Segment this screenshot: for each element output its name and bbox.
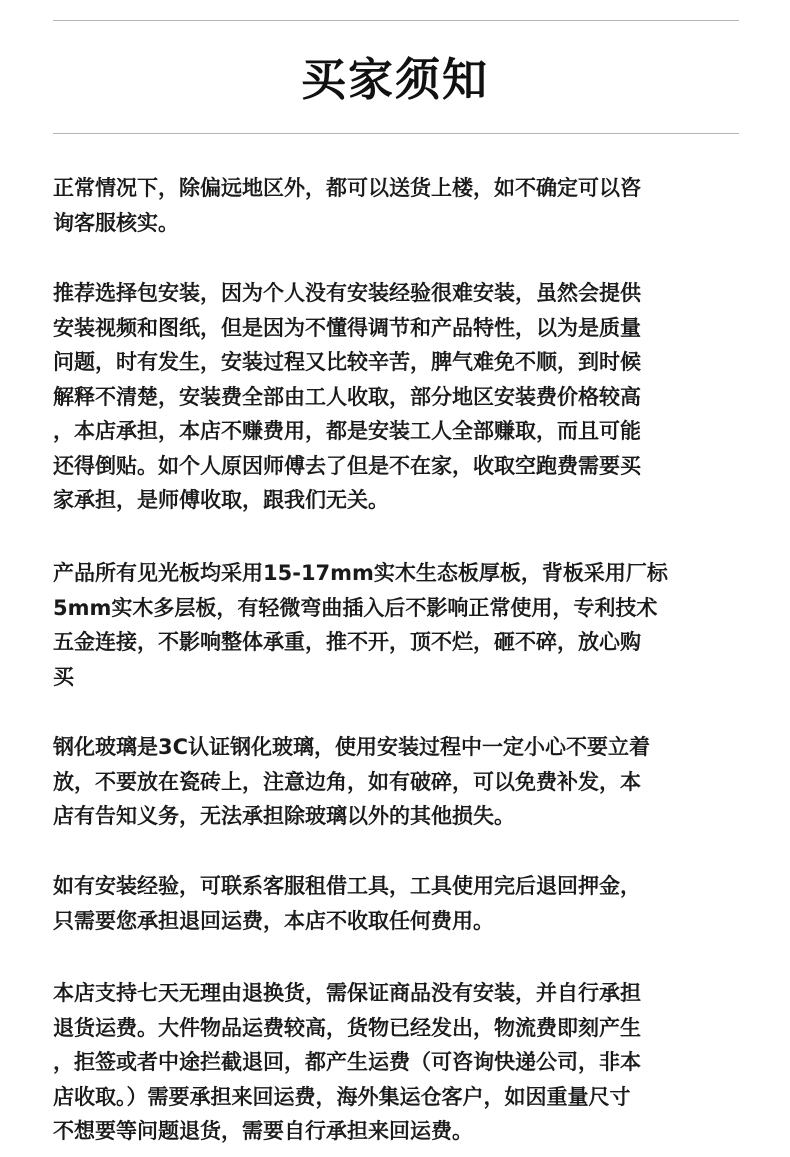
paragraph-line: 5mm实木多层板，有轻微弯曲插入后不影响正常使用，专利技术 bbox=[53, 595, 658, 620]
paragraph-line: 推荐选择包安装，因为个人没有安装经验很难安装，虽然会提供 bbox=[53, 281, 641, 305]
paragraph-line: 店有告知义务，无法承担除玻璃以外的其他损失。 bbox=[53, 804, 515, 828]
paragraph-delivery bbox=[53, 171, 737, 240]
paragraph-line: 五金连接，不影响整体承重，推不开，顶不烂，砸不碎，放心购 bbox=[53, 630, 641, 654]
paragraph-line: 询客服核实。 bbox=[53, 210, 179, 235]
paragraph-line: ，本店承担，本店不赚费用，都是安装工人全部赚取，而且可能 bbox=[53, 419, 641, 443]
paragraph-line: 如有安装经验，可联系客服租借工具，工具使用完后退回押金， bbox=[53, 874, 641, 898]
page-title: 买家须知 bbox=[300, 53, 489, 106]
paragraph-line: 正常情况下，除偏远地区外，都可以送货上楼，如不确定可以咨 bbox=[53, 176, 641, 200]
paragraph-line: 本店支持七天无理由退换货，需保证商品没有安装，并自行承担 bbox=[53, 981, 641, 1005]
paragraph-line: 安装视频和图纸，但是因为不懂得调节和产品特性，以为是质量 bbox=[53, 315, 641, 340]
paragraph-line: 店收取。）需要承担来回运费，海外集运仓客户，如因重量尺寸 bbox=[53, 1084, 631, 1109]
paragraph-line: ，拒签或者中途拦截退回，都产生运费（可咨询快递公司，非本 bbox=[53, 1050, 641, 1074]
paragraph-returns bbox=[53, 976, 737, 1149]
paragraph-tools bbox=[53, 869, 737, 938]
title-divider bbox=[53, 133, 739, 134]
paragraph-line: 问题，时有发生，安装过程又比较辛苦，脾气难免不顺，到时候 bbox=[53, 350, 641, 374]
top-divider bbox=[53, 20, 739, 21]
paragraph-glass bbox=[53, 730, 737, 834]
paragraph-line: 钢化玻璃是3C认证钢化玻璃，使用安装过程中一定小心不要立着 bbox=[53, 735, 651, 759]
paragraph-line: 退货运费。大件物品运费较高，货物已经发出，物流费即刻产生 bbox=[53, 1015, 641, 1040]
paragraph-line: 产品所有见光板均采用15-17mm实木生态板厚板，背板采用厂标 bbox=[53, 561, 668, 585]
paragraph-line: 只需要您承担退回运费，本店不收取任何费用。 bbox=[53, 908, 494, 933]
paragraph-line: 家承担，是师傅收取，跟我们无关。 bbox=[53, 488, 389, 512]
paragraph-line: 解释不清楚，安装费全部由工人收取，部分地区安装费价格较高 bbox=[53, 384, 641, 409]
paragraph-line: 放，不要放在瓷砖上，注意边角，如有破碎，可以免费补发，本 bbox=[53, 769, 641, 794]
paragraph-line: 还得倒贴。如个人原因师傅去了但是不在家，收取空跑费需要买 bbox=[53, 453, 641, 478]
paragraph-materials bbox=[53, 556, 737, 694]
paragraph-line: 不想要等问题退货，需要自行承担来回运费。 bbox=[53, 1119, 473, 1143]
paragraph-line: 买 bbox=[53, 664, 74, 689]
paragraph-installation bbox=[53, 276, 737, 518]
